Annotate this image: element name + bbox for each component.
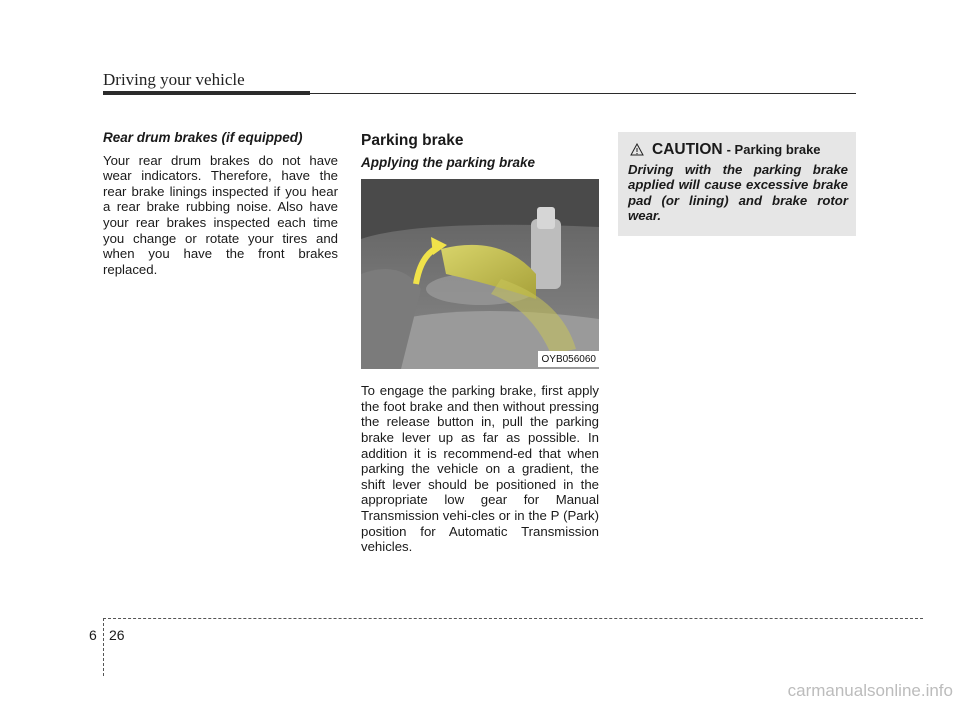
rear-drum-brakes-heading: Rear drum brakes (if equipped) xyxy=(103,130,303,145)
right-column xyxy=(618,132,856,236)
watermark: carmanualsonline.info xyxy=(787,681,953,700)
left-column xyxy=(103,130,338,277)
chapter-number: 6 xyxy=(89,627,97,643)
caution-label: CAUTION xyxy=(652,141,723,158)
page-header-title: Driving your vehicle xyxy=(103,70,245,89)
rear-drum-brakes-text: Your rear drum brakes do not have wear indicators. Therefore, have the rear brake linings inspected if you hear a rear brake rubbing noise. Also have your rear brakes inspected each time you change or rotate your tires and when you have the front brakes replaced. xyxy=(103,152,338,277)
warning-triangle-icon xyxy=(630,143,644,156)
caution-subject: - Parking brake xyxy=(726,142,821,157)
figure-code: OYB056060 xyxy=(538,351,600,368)
parking-brake-illustration xyxy=(361,179,599,369)
middle-column xyxy=(361,130,599,555)
applying-parking-brake-heading: Applying the parking brake xyxy=(361,154,536,170)
header-rule-thick xyxy=(103,91,310,95)
page-number: 26 xyxy=(109,627,125,643)
footer-rule-vertical xyxy=(103,618,104,676)
header-rule-thin xyxy=(310,93,856,94)
parking-brake-text: To engage the parking brake, first apply the foot brake and then without pressing the release button in, pull the parking brake lever up as far as possible. In addition it is recommend-ed that when parking the vehicle on a gradient, the shift lever should be positioned in the appropriate low gear for Manual Transmission vehi-cles or in the P (Park) position for Automatic Transmission vehicles. xyxy=(361,383,599,555)
parking-brake-illustration-graphic xyxy=(361,179,599,369)
caution-box xyxy=(618,132,856,236)
footer-rule xyxy=(103,618,923,619)
parking-brake-heading: Parking brake xyxy=(361,132,464,149)
caution-text: Driving with the parking brake applied will cause excessive brake pad (or lining) and brake rotor wear. xyxy=(628,161,848,224)
caution-header xyxy=(628,142,848,158)
